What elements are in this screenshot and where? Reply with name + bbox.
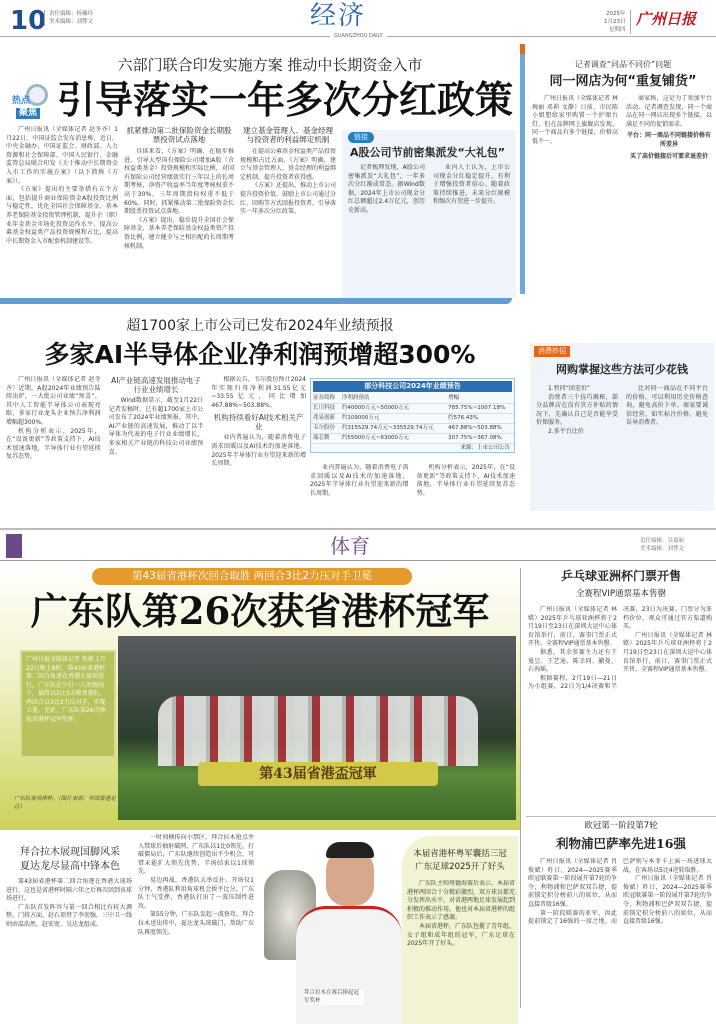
paragraph: 2.多平台比价 — [548, 427, 584, 435]
subheading: 机构持续看好AI技术相关产业 — [213, 413, 304, 432]
title-line: 夏达龙尽显高中锋本色 — [20, 861, 120, 872]
cell: 长川科技 — [311, 404, 340, 414]
player-hair — [326, 842, 374, 858]
top-story-body — [6, 126, 118, 296]
link-title: A股公司节前密集派发“大礼包” — [350, 146, 505, 159]
pingpong-body — [528, 606, 712, 812]
paragraph: 机构分析表示，2025年，在“设备更新”等政策支持下，AI技术加速落地，半导体行业有望延续复苏态势。 — [416, 464, 515, 497]
paragraph: 据悉，其余参赛主力还有王曼昱、王艺迪、陈幸同、蒯曼、石洵瑶。 — [528, 648, 617, 674]
paragraph: 广州日报讯（全媒体记者 肖俊斌）昨日，2024—2025赛季欧冠联赛第一阶段展开第7轮的争夺，利物浦和巴萨双双告捷，提前锁定积分榜前八的席位，从而直接晋级16强。 — [623, 875, 712, 926]
link-body — [348, 164, 510, 294]
right-top-kicker: 记者调查“同品不同价”问题 — [574, 60, 672, 69]
paragraph: 机构分析表示，2025年，在“设备更新”等政策支持下，AI技术加速落地，半导体行业有望延续复苏态势。 — [6, 427, 101, 461]
badge-bottom: 聚焦 — [16, 108, 40, 119]
ai-story-title: 多家AI半导体企业净利润预增超300% — [44, 340, 476, 369]
player-shirt — [296, 906, 402, 1024]
tips-title: 网购掌握这些方法可少花钱 — [556, 363, 688, 376]
header-cell: 增幅 — [446, 394, 514, 404]
sports-section-marker — [6, 534, 22, 558]
paragraph: 业内人士认为，上市公司现金分红稳定提升，有利于增强投资者信心。随着政策持续推进，未来分红规模和频次有望进一步提升。 — [433, 164, 510, 206]
tips-box — [530, 343, 714, 511]
link-box — [342, 130, 516, 298]
right-top-title: 同一网店为何“重复铺货” — [549, 74, 697, 89]
top-story-col3 — [240, 126, 336, 296]
sports-rule — [0, 560, 716, 561]
top-story-title: 引导落实一年多次分红政策 — [56, 77, 513, 122]
tips-label: 消费妙招 — [534, 346, 570, 357]
article-divider — [526, 816, 716, 817]
paragraph: 《方案》提出的主要举措有五个方面，包括提升商业保险资金A股投资比例与稳定性，优化全国社会保障基金、基本养老保险基金投资管理机制，提升企（职）业年金基金市场化投资运作水平，提高公募基金权益类产品投资规模和占比，提高中长期资金入市配套机制建设等。 — [6, 186, 118, 245]
subheading: 抓紧推动第二批保险资金长期股票投资试点落地 — [126, 126, 232, 144]
paragraph: 广州日报讯（全媒体记者 林嫦）2025年乒乓球亚洲杯将于2月19日至23日在深圳大运中心体育馆举行，前日，赛事门票正式开售。全赛程VIP通票基本售罄。 — [528, 606, 617, 648]
editor-credits — [44, 10, 93, 26]
ai-story-body — [6, 376, 306, 526]
newspaper-logo: 广州日报 — [636, 10, 697, 28]
paragraph: 广州日报讯（全媒体记者 林嫦）2025年乒乓球亚洲杯将于2月19日至23日在深圳大运中心体育馆举行，前日，赛事门票正式开售。全赛程VIP通票基本售罄。 — [623, 631, 712, 674]
right-top-body — [532, 95, 712, 335]
paragraph: 第43届省港杯第二回合角逐在香港大球场进行，这也是省港杯时隔六年之后再次回到该球场进行。 — [6, 878, 132, 903]
editor: 责任编辑：吴嘉丽 — [640, 538, 685, 544]
table-title: 部分科技公司2024年业绩预告 — [313, 381, 512, 392]
header-cell: 证券简称 — [311, 394, 340, 404]
sports-lead-box: 广州日报全媒体记者 张栋 1月22日晚上8时，第43届省港杯第二回合角逐在香港大球场进行。广东队在少打一人的情况下，最终以2比1击败香港队，两回合以3比2力压对手，实现卫冕。至此，广东队第26次捧起省港杯冠军奖杯。 — [20, 650, 116, 758]
article-mid-title — [402, 848, 518, 874]
cell: 467.88%~503.88% — [446, 424, 514, 434]
section-divider-bar — [0, 298, 512, 304]
cell: 约40000万元~50000万元 — [340, 404, 446, 414]
divider-accent — [520, 44, 525, 54]
cell: 约55000万元~63000万元 — [340, 434, 446, 444]
earnings-table — [311, 394, 514, 444]
paragraph: 一时间横传向小禁区，拜合拉木抢点并入禁球后抽射破网，广东队以1比0领先。打破僵局后，广东队继续创造出不少机会，可惜未能扩大领先优势，半场结束以1球领先。 — [138, 834, 254, 876]
section-break — [0, 528, 716, 530]
paragraph: 根据公告，韦尔股份预计2024年实现归母净利润31.55亿元~33.55亿元，同比增加467.88%~503.88%。 — [211, 376, 306, 409]
article-mid-body — [407, 880, 515, 1020]
title-line: 本届省港杯粤军囊括三冠 — [413, 849, 507, 859]
article-mid-box — [402, 836, 518, 1024]
title-line: 广东足球2025开了好头 — [415, 862, 505, 872]
paragraph: 记者梳理发现，A股公司密集派发“大礼包”，一年多次分红渐成常态。据Wind数据，2024年上市公司现金分红总额超过2.4万亿元，创历史新高。 — [348, 164, 425, 214]
art-editor: 美术编辑：刘棼文 — [49, 19, 94, 25]
paragraph: 本届省港杯，广东队包揽了青年组、女子组和成年组的冠军，广东足球在2025年开了好头。 — [407, 922, 515, 948]
paragraph: 商家称，这是为了参加平台活动。记者调查发现，同一个商品在同一网店出现多个链接，以满足不同的促销需求。 — [626, 95, 712, 128]
earnings-table-box — [310, 378, 515, 453]
table-header-row — [311, 394, 514, 404]
trophy-banner: 第43届省港盃冠軍 — [198, 762, 438, 786]
paragraph: 比对同一商品在不同平台的价格，可以利用历史价格查询，避免高价下单。商家要诚信经营，如实标注价格，避免误导消费者。 — [626, 385, 708, 427]
paragraph: 易边再战，香港队大举反扑。开场仅1分钟，香港队利用角球机会扳平比分，广东队士气受挫，香港队打出了一波压制性进攻。 — [138, 876, 254, 910]
sports-title: 广东队第26次获省港杯冠军 — [30, 589, 490, 633]
top-story-col2 — [124, 126, 234, 296]
ai-story-kicker: 超1700家上市公司已发布2024年业绩预报 — [126, 318, 394, 334]
paragraph: 根据赛程，2月19日—21日为小组赛，22日为1/4决赛和半决赛，23日为决赛。门票分为多档价位，观众可通过官方渠道购买。 — [528, 606, 712, 691]
cell: 约576.43% — [446, 414, 514, 424]
link-label: 链接 — [348, 132, 374, 143]
column-rule — [520, 568, 521, 1008]
paragraph: 广州日报讯（全媒体记者 林琬丽 邓莉 文静）日前，市民陈小姐想给家里购置一个护眼台灯，但在品牌网上旗舰店发现，同一个商品有多个链接，价格高低不一。 — [532, 95, 618, 145]
paragraph: 广东队主帅周德海赛后表示，本届省港杯两回合十分精彩激烈，双方球员都充分发挥出水平，对省港两地足球发展起到积极的推动作用。他也对本届省港杯的组织工作表示了感谢。 — [407, 880, 515, 922]
cell: 瑞芯微 — [311, 434, 340, 444]
paragraph: 广州日报讯（全媒体记者 肖俊斌）昨日，2024—2025赛季欧冠联赛第一阶段展开第7轮的争夺，利物浦和巴萨双双告捷，提前锁定积分榜前八的席位，从而直接晋级16强。 — [528, 858, 617, 908]
photo-caption: 广东队客场捧杯。（图片来源：中国香港足总） — [14, 796, 116, 810]
subheading: AI产业链高速发展推动电子行业业绩增长 — [111, 376, 201, 394]
pingpong-subtitle: 全赛程VIP通票基本售罄 — [576, 589, 666, 599]
sports-section-title: 体育 — [330, 534, 370, 558]
subheading: 平台：同一商品不同链接价格有所差异 — [626, 132, 711, 148]
page-number: 10 — [10, 6, 47, 36]
paragraph: 广州日报讯（全媒体记者 赵冬齐）近期，A股2024年业绩预告陆续出炉，一大批公司业绩“预喜”。其中人工智能半导体公司表现亮眼，多家行业龙头企业预告净利润增幅超300%。 — [6, 376, 101, 426]
paragraph: 业内普遍认为，随着消费电子需求回暖以及AI技术的加速落地，2025年半导体行业有望迎来新的增长周期。 — [310, 464, 409, 497]
table-row — [311, 414, 514, 424]
paragraph: 消费者三个技巧揭秘，部分品牌店在没有官方补贴的情况下，先确认自己是否能享受价保服务。 — [536, 393, 618, 427]
hot-focus-badge — [10, 84, 52, 122]
section-title: 经济 — [310, 1, 367, 31]
paragraph: 第55分钟，广东队发起一波快攻，拜合拉木送出传中，夏达龙头球破门，帮助广东队再度领先。 — [138, 911, 254, 936]
cell: 307.75%~367.08% — [446, 434, 514, 444]
paragraph: 《方案》提出，稳步提升全国社会保障基金、基本养老保险基金权益类资产投资比例，建立健全与之相匹配的长周期考核机制。 — [124, 216, 234, 250]
section-subtitle: GUANGZHOU DAILY — [330, 33, 387, 39]
cell: 兆易创新 — [311, 414, 340, 424]
article-left-body-1 — [6, 878, 132, 1024]
subheading: 买了高价链接后可要求退差价 — [629, 152, 708, 160]
weekday: 星期四 — [608, 27, 626, 33]
table-row — [311, 404, 514, 414]
paragraph: 第一阶段联赛的亚军，因此提前锁定了16强的一席之地。而巴萨则与本菲卡上演一场进球大战，在客场以5比4逆转取胜。 — [528, 858, 712, 926]
sports-editor-credits — [640, 537, 684, 553]
ucl-body — [528, 858, 712, 1024]
top-story-kicker: 六部门联合印发实施方案 推动中长期资金入市 — [117, 56, 423, 74]
issue-date — [604, 10, 631, 34]
editor: 责任编辑：杨楠玲 — [49, 11, 94, 17]
table-row — [311, 434, 514, 444]
cell: 约315529.74万元~335529.74万元 — [340, 424, 446, 434]
art-editor: 美术编辑：刘棼文 — [640, 546, 685, 552]
players-group — [158, 696, 478, 766]
paragraph: 业内普遍认为，随着消费电子需求回暖以及AI技术的加速落地，2025年半导体行业有望迎来新的增长周期。 — [211, 434, 306, 468]
table-row — [311, 424, 514, 434]
subheading: 建立基金管理人、基金经理与投资者的利益绑定机制 — [243, 126, 333, 144]
cell: 韦尔股份 — [311, 424, 340, 434]
table-source: 来源：上市公司公告 — [460, 445, 510, 451]
sports-kicker: 第43届省港杯次回合取胜 两回合3比2力压对手卫冕 — [92, 568, 412, 585]
ai-story-body-cont — [310, 464, 515, 526]
column-divider — [520, 44, 525, 294]
paragraph: 《方案》还提出，推动上市公司提升投资价值，鼓励上市公司通过分红、回购等方式回报投资者，引导落实一年多次分红政策。 — [240, 182, 336, 216]
ucl-title: 利物浦巴萨率先进16强 — [556, 836, 686, 851]
paragraph: Wind数据显示，截至1月22日记者发稿时，已有超1700家上市公司发布了2024年业绩预报。其中，AI产业链的高速发展，推动了以半导体为代表的电子行业业绩增长，多家相关产业链的科技公司业绩预喜。 — [108, 397, 204, 456]
player-trophy-photo — [256, 840, 402, 1024]
cell: 785.75%~1007.18% — [446, 404, 514, 414]
player-caption: 拜合拉木在赛后捧起冠军奖杯 — [304, 990, 364, 1005]
date-year: 2025年 — [606, 11, 626, 17]
tips-body — [536, 385, 708, 507]
header-cell: 净利润预估 — [340, 394, 446, 404]
paragraph: 在提高公募基金权益类产品投资规模和占比方面，《方案》明确，建立与基金管理人、基金经理的利益绑定机制，提升投资者获得感。 — [240, 148, 336, 181]
paragraph: 1.暂同“团差价” — [548, 385, 590, 392]
team-celebration-photo — [118, 636, 516, 820]
ucl-kicker: 欧冠第一阶段第7轮 — [584, 821, 658, 831]
article-left-title — [10, 846, 130, 874]
date-day: 1月23日 — [604, 19, 626, 25]
cell: 约109000万元 — [340, 414, 446, 424]
paragraph: 广东队首发阵容与第一回合相比有较大调整。门将方面，赵石顶替了李宏强，三中卫一线则由温浩然、赵宏宽、吴达龙组成。 — [6, 903, 132, 928]
article-left-body-2 — [138, 834, 254, 1024]
title-line: 拜合拉木展现国脚风采 — [20, 847, 120, 858]
badge-top: 热点 — [12, 96, 31, 106]
paragraph: 广州日报讯（全媒体记者 赵冬齐）1月22日，中国证监会发布消息称，近日，中央金融办、中国证监会、财政部、人力资源和社会保障部、中国人民银行、金融监管总局联合印发《关于推动中长期资金入市工作的实施方案》（以下简称《方案》）。 — [6, 126, 118, 185]
pingpong-title: 乒乓球亚洲杯门票开售 — [560, 569, 681, 583]
paragraph: 具体来看，《方案》明确，在稳步推进、引导大型国有保险公司增加A股（含权益类基金）投资规模和实际比例，对国有保险公司经营绩效实行三年以上的长周期考核，净资产收益率当年度考核权重不高于30%，三年周期指标权重不低于60%。同时，抓紧推动第二批保险资金长期股票投资试点落地。 — [124, 148, 234, 216]
